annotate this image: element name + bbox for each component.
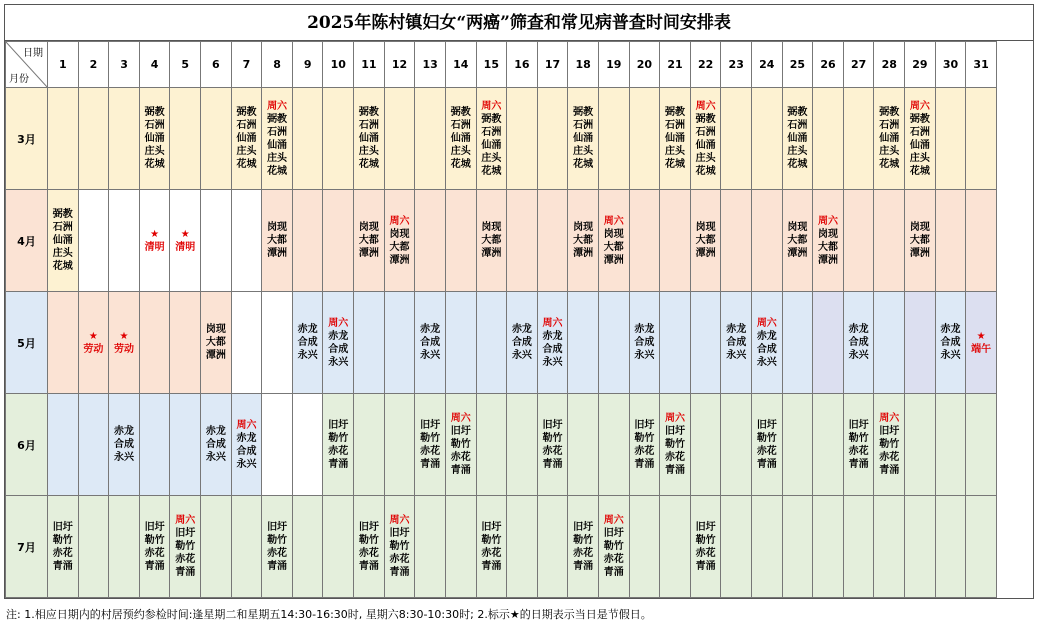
village-list: 旧圩 勒竹 赤花 青涌 — [603, 528, 624, 578]
village-list: 弼教 石洲 仙涌 庄头 花城 — [450, 107, 471, 170]
schedule-cell — [507, 496, 538, 598]
saturday-tag: 周六 — [481, 100, 502, 112]
footnote: 注: 1.相应日期内的村居预约参检时间:逢星期二和星期五14:30-16:30时, 星期六8:30-10:30时; 2.标示★的日期表示当日是节假日。 — [6, 608, 652, 621]
schedule-cell — [507, 292, 538, 394]
village-list: 弼教 石洲 仙涌 庄头 花城 — [236, 107, 257, 170]
schedule-cell — [78, 496, 109, 598]
day-header: 3 — [109, 42, 140, 88]
day-header: 5 — [170, 42, 201, 88]
schedule-sheet — [4, 4, 1034, 599]
village-list: 旧圩 勒竹 赤花 青涌 — [634, 419, 655, 470]
schedule-cell — [384, 88, 415, 190]
schedule-cell — [139, 496, 170, 598]
schedule-cell — [721, 394, 752, 496]
schedule-cell — [874, 496, 905, 598]
village-list: 赤龙 合成 永兴 — [542, 330, 563, 368]
schedule-cell — [568, 190, 599, 292]
day-header: 8 — [262, 42, 293, 88]
schedule-cell — [445, 88, 476, 190]
schedule-cell — [813, 496, 844, 598]
month-row — [6, 190, 997, 292]
day-header: 16 — [507, 42, 538, 88]
schedule-cell — [782, 292, 813, 394]
schedule-cell — [537, 292, 568, 394]
schedule-cell — [843, 190, 874, 292]
village-list: 赤龙 合成 永兴 — [756, 330, 777, 368]
schedule-cell — [170, 292, 201, 394]
day-header: 11 — [354, 42, 385, 88]
schedule-cell — [966, 394, 997, 496]
village-list: 赤龙 合成 永兴 — [848, 324, 869, 361]
village-list: 弼教 石洲 仙涌 庄头 花城 — [144, 107, 165, 170]
schedule-cell — [384, 496, 415, 598]
day-header: 31 — [966, 42, 997, 88]
schedule-cell — [721, 496, 752, 598]
saturday-tag: 周六 — [389, 215, 410, 227]
day-header: 1 — [48, 42, 79, 88]
saturday-tag: 周六 — [664, 413, 685, 424]
schedule-cell — [48, 88, 79, 190]
day-header: 10 — [323, 42, 354, 88]
schedule-cell — [323, 190, 354, 292]
village-list: 旧圩 勒竹 赤花 青涌 — [664, 426, 685, 476]
corner-header — [6, 42, 48, 88]
schedule-cell — [690, 394, 721, 496]
village-list: 岗现 大都 潭洲 — [481, 222, 502, 259]
schedule-cell — [629, 394, 660, 496]
village-list: 旧圩 勒竹 赤花 青涌 — [52, 521, 73, 572]
schedule-cell — [966, 292, 997, 394]
village-list: 旧圩 勒竹 赤花 青涌 — [695, 521, 716, 572]
schedule-cell — [476, 292, 507, 394]
village-list: 旧圩 勒竹 赤花 青涌 — [144, 521, 165, 572]
village-list: 弼教 石洲 仙涌 庄头 花城 — [879, 107, 900, 170]
month-row — [6, 292, 997, 394]
schedule-cell — [507, 190, 538, 292]
schedule-cell — [874, 190, 905, 292]
schedule-cell — [874, 88, 905, 190]
schedule-cell — [231, 496, 262, 598]
day-header: 21 — [660, 42, 691, 88]
village-list: 弼教 石洲 仙涌 庄头 花城 — [267, 113, 288, 177]
month-label: 7月 — [6, 496, 48, 598]
village-list: 弼教 石洲 仙涌 庄头 花城 — [695, 113, 716, 177]
saturday-tag: 周六 — [603, 215, 624, 227]
month-label: 4月 — [6, 190, 48, 292]
schedule-cell — [660, 88, 691, 190]
village-list: 岗现 大都 潭洲 — [358, 222, 379, 259]
schedule-cell — [354, 190, 385, 292]
schedule-cell — [384, 394, 415, 496]
schedule-cell — [690, 292, 721, 394]
holiday-label: ★ 端午 — [971, 330, 992, 355]
schedule-cell — [415, 496, 446, 598]
schedule-cell — [415, 292, 446, 394]
schedule-cell — [629, 190, 660, 292]
day-header: 28 — [874, 42, 905, 88]
schedule-cell — [935, 394, 966, 496]
saturday-tag: 周六 — [542, 317, 563, 329]
schedule-cell — [752, 190, 783, 292]
schedule-cell — [752, 496, 783, 598]
holiday-label: ★ 清明 — [175, 228, 196, 253]
schedule-cell — [139, 292, 170, 394]
schedule-cell — [843, 88, 874, 190]
schedule-cell — [537, 88, 568, 190]
village-list: 弼教 石洲 仙涌 庄头 花城 — [358, 107, 379, 170]
schedule-cell — [568, 88, 599, 190]
schedule-cell — [170, 88, 201, 190]
schedule-cell — [598, 394, 629, 496]
saturday-tag: 周六 — [879, 413, 900, 424]
schedule-cell — [78, 292, 109, 394]
village-list: 赤龙 合成 永兴 — [940, 324, 961, 361]
schedule-cell — [660, 394, 691, 496]
schedule-cell — [476, 190, 507, 292]
schedule-cell — [78, 88, 109, 190]
schedule-cell — [752, 394, 783, 496]
schedule-cell — [905, 88, 936, 190]
day-header: 29 — [905, 42, 936, 88]
day-header: 25 — [782, 42, 813, 88]
schedule-cell — [231, 190, 262, 292]
schedule-cell — [598, 292, 629, 394]
day-header: 13 — [415, 42, 446, 88]
day-header: 22 — [690, 42, 721, 88]
schedule-cell — [262, 496, 293, 598]
day-header: 18 — [568, 42, 599, 88]
schedule-cell — [201, 88, 232, 190]
saturday-tag: 周六 — [909, 100, 930, 112]
schedule-cell — [323, 292, 354, 394]
village-list: 赤龙 合成 永兴 — [114, 426, 135, 463]
schedule-cell — [48, 190, 79, 292]
schedule-cell — [721, 190, 752, 292]
village-list: 赤龙 合成 永兴 — [328, 330, 349, 368]
page-title: 2025年陈村镇妇女“两癌”筛查和常见病普查时间安排表 — [5, 5, 1033, 41]
schedule-cell — [139, 88, 170, 190]
village-list: 弼教 石洲 仙涌 庄头 花城 — [664, 107, 685, 170]
schedule-cell — [354, 496, 385, 598]
schedule-cell — [782, 88, 813, 190]
village-list: 弼教 石洲 仙涌 庄头 花城 — [52, 209, 73, 272]
day-header: 4 — [139, 42, 170, 88]
village-list: 赤龙 合成 永兴 — [634, 324, 655, 361]
day-header: 19 — [598, 42, 629, 88]
schedule-cell — [874, 394, 905, 496]
corner-month-label: 月份 — [9, 74, 29, 85]
schedule-cell — [292, 496, 323, 598]
saturday-tag: 周六 — [756, 317, 777, 329]
schedule-cell — [568, 292, 599, 394]
schedule-cell — [568, 496, 599, 598]
schedule-table — [5, 41, 997, 598]
month-row — [6, 496, 997, 598]
village-list: 赤龙 合成 永兴 — [511, 324, 532, 361]
schedule-cell — [905, 292, 936, 394]
schedule-cell — [660, 496, 691, 598]
village-list: 旧圩 勒竹 赤花 青涌 — [542, 419, 563, 470]
saturday-tag: 周六 — [389, 515, 410, 526]
schedule-cell — [905, 496, 936, 598]
schedule-cell — [966, 496, 997, 598]
day-header: 14 — [445, 42, 476, 88]
schedule-cell — [170, 190, 201, 292]
schedule-cell — [813, 190, 844, 292]
village-list: 弼教 石洲 仙涌 庄头 花城 — [573, 107, 594, 170]
month-row — [6, 394, 997, 496]
village-list: 旧圩 勒竹 赤花 青涌 — [389, 528, 410, 578]
schedule-cell — [201, 190, 232, 292]
schedule-cell — [354, 88, 385, 190]
schedule-cell — [629, 292, 660, 394]
schedule-cell — [384, 292, 415, 394]
schedule-cell — [109, 88, 140, 190]
village-list: 旧圩 勒竹 赤花 青涌 — [175, 528, 196, 578]
schedule-cell — [139, 394, 170, 496]
schedule-cell — [48, 496, 79, 598]
schedule-cell — [139, 190, 170, 292]
schedule-cell — [292, 394, 323, 496]
village-list: 岗现 大都 潭洲 — [695, 222, 716, 259]
schedule-cell — [231, 394, 262, 496]
schedule-cell — [262, 190, 293, 292]
schedule-cell — [598, 190, 629, 292]
schedule-cell — [354, 292, 385, 394]
schedule-cell — [843, 496, 874, 598]
day-header: 9 — [292, 42, 323, 88]
day-header: 23 — [721, 42, 752, 88]
schedule-cell — [935, 88, 966, 190]
schedule-cell — [109, 292, 140, 394]
schedule-cell — [323, 496, 354, 598]
schedule-cell — [231, 88, 262, 190]
saturday-tag: 周六 — [603, 515, 624, 526]
schedule-cell — [476, 394, 507, 496]
schedule-cell — [721, 88, 752, 190]
schedule-cell — [445, 496, 476, 598]
holiday-label: ★ 劳动 — [114, 330, 135, 355]
month-label: 5月 — [6, 292, 48, 394]
saturday-tag: 周六 — [328, 317, 349, 329]
day-header: 26 — [813, 42, 844, 88]
schedule-cell — [966, 88, 997, 190]
village-list: 岗现 大都 潭洲 — [787, 222, 808, 259]
schedule-cell — [537, 394, 568, 496]
village-list: 旧圩 勒竹 赤花 青涌 — [420, 419, 441, 470]
schedule-cell — [874, 292, 905, 394]
schedule-cell — [905, 394, 936, 496]
schedule-cell — [507, 88, 538, 190]
village-list: 岗现 大都 潭洲 — [205, 324, 226, 361]
schedule-cell — [201, 496, 232, 598]
village-list: 赤龙 合成 永兴 — [420, 324, 441, 361]
saturday-tag: 周六 — [695, 100, 716, 112]
schedule-cell — [78, 190, 109, 292]
village-list: 旧圩 勒竹 赤花 青涌 — [756, 419, 777, 470]
schedule-cell — [537, 190, 568, 292]
schedule-cell — [170, 394, 201, 496]
schedule-cell — [782, 496, 813, 598]
schedule-cell — [201, 292, 232, 394]
village-list: 旧圩 勒竹 赤花 青涌 — [848, 419, 869, 470]
schedule-cell — [721, 292, 752, 394]
village-list: 岗现 大都 潭洲 — [267, 222, 288, 259]
village-list: 旧圩 勒竹 赤花 青涌 — [267, 521, 288, 572]
day-header: 12 — [384, 42, 415, 88]
schedule-cell — [109, 496, 140, 598]
schedule-cell — [170, 496, 201, 598]
village-list: 弼教 石洲 仙涌 庄头 花城 — [787, 107, 808, 170]
village-list: 弼教 石洲 仙涌 庄头 花城 — [909, 113, 930, 177]
village-list: 旧圩 勒竹 赤花 青涌 — [358, 521, 379, 572]
schedule-cell — [690, 496, 721, 598]
schedule-cell — [323, 394, 354, 496]
schedule-cell — [262, 394, 293, 496]
village-list: 赤龙 合成 永兴 — [205, 426, 226, 463]
day-header: 7 — [231, 42, 262, 88]
schedule-cell — [690, 88, 721, 190]
schedule-cell — [109, 190, 140, 292]
month-label: 3月 — [6, 88, 48, 190]
schedule-cell — [476, 496, 507, 598]
village-list: 岗现 大都 潭洲 — [573, 222, 594, 259]
village-list: 旧圩 勒竹 赤花 青涌 — [573, 521, 594, 572]
schedule-cell — [415, 394, 446, 496]
schedule-cell — [813, 292, 844, 394]
day-header: 30 — [935, 42, 966, 88]
schedule-cell — [752, 88, 783, 190]
day-header: 27 — [843, 42, 874, 88]
village-list: 岗现 大都 潭洲 — [909, 222, 930, 259]
schedule-cell — [292, 190, 323, 292]
month-label: 6月 — [6, 394, 48, 496]
village-list: 赤龙 合成 永兴 — [726, 324, 747, 361]
schedule-cell — [813, 88, 844, 190]
schedule-cell — [935, 190, 966, 292]
schedule-cell — [629, 88, 660, 190]
schedule-cell — [445, 292, 476, 394]
village-list: 旧圩 勒竹 赤花 青涌 — [328, 419, 349, 470]
schedule-cell — [660, 190, 691, 292]
schedule-cell — [445, 190, 476, 292]
village-list: 赤龙 合成 永兴 — [297, 324, 318, 361]
day-header: 2 — [78, 42, 109, 88]
schedule-cell — [292, 88, 323, 190]
schedule-cell — [384, 190, 415, 292]
day-header: 15 — [476, 42, 507, 88]
schedule-cell — [966, 190, 997, 292]
schedule-cell — [415, 190, 446, 292]
schedule-cell — [507, 394, 538, 496]
day-header: 24 — [752, 42, 783, 88]
schedule-cell — [323, 88, 354, 190]
saturday-tag: 周六 — [267, 100, 288, 112]
schedule-cell — [476, 88, 507, 190]
schedule-cell — [629, 496, 660, 598]
schedule-cell — [354, 394, 385, 496]
village-list: 旧圩 勒竹 赤花 青涌 — [450, 426, 471, 476]
village-list: 旧圩 勒竹 赤花 青涌 — [879, 426, 900, 476]
schedule-cell — [935, 496, 966, 598]
schedule-cell — [813, 394, 844, 496]
schedule-cell — [752, 292, 783, 394]
schedule-cell — [843, 292, 874, 394]
village-list: 岗现 大都 潭洲 — [603, 228, 624, 266]
schedule-cell — [690, 190, 721, 292]
village-list: 旧圩 勒竹 赤花 青涌 — [481, 521, 502, 572]
schedule-cell — [78, 394, 109, 496]
schedule-cell — [445, 394, 476, 496]
schedule-cell — [935, 292, 966, 394]
schedule-cell — [201, 394, 232, 496]
saturday-tag: 周六 — [236, 419, 257, 431]
village-list: 岗现 大都 潭洲 — [818, 228, 839, 266]
schedule-cell — [48, 292, 79, 394]
month-row — [6, 88, 997, 190]
day-header: 6 — [201, 42, 232, 88]
schedule-cell — [48, 394, 79, 496]
schedule-cell — [598, 496, 629, 598]
schedule-cell — [415, 88, 446, 190]
schedule-cell — [231, 292, 262, 394]
schedule-cell — [598, 88, 629, 190]
day-header-row — [6, 42, 997, 88]
schedule-cell — [568, 394, 599, 496]
schedule-cell — [660, 292, 691, 394]
holiday-label: ★ 清明 — [144, 228, 165, 253]
day-header: 17 — [537, 42, 568, 88]
village-list: 岗现 大都 潭洲 — [389, 228, 410, 266]
schedule-cell — [537, 496, 568, 598]
schedule-cell — [905, 190, 936, 292]
schedule-cell — [262, 88, 293, 190]
day-header: 20 — [629, 42, 660, 88]
village-list: 赤龙 合成 永兴 — [236, 432, 257, 470]
schedule-cell — [292, 292, 323, 394]
schedule-cell — [782, 190, 813, 292]
holiday-label: ★ 劳动 — [83, 330, 104, 355]
schedule-cell — [109, 394, 140, 496]
schedule-cell — [843, 394, 874, 496]
saturday-tag: 周六 — [450, 413, 471, 424]
schedule-cell — [782, 394, 813, 496]
saturday-tag: 周六 — [175, 515, 196, 526]
corner-date-label: 日期 — [23, 48, 43, 59]
saturday-tag: 周六 — [818, 215, 839, 227]
schedule-cell — [262, 292, 293, 394]
village-list: 弼教 石洲 仙涌 庄头 花城 — [481, 113, 502, 177]
